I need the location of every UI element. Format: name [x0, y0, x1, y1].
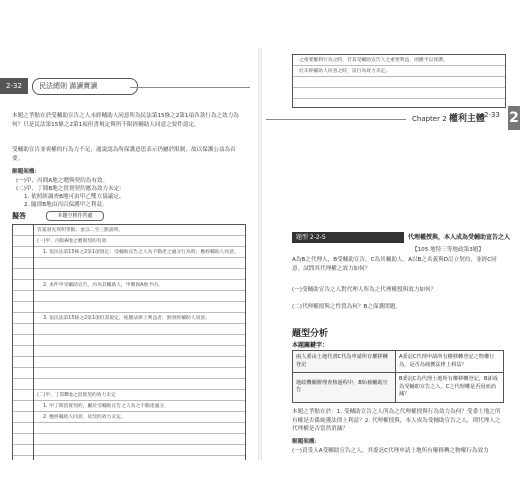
answer-item-3: 1. 依照經調查B地可由甲乙雙方協議定。 [24, 194, 125, 200]
chapter-label [412, 111, 485, 124]
topic-label: 題型 2-2-5 [292, 232, 404, 243]
header-rule [130, 87, 250, 88]
scratch-row: 答案須先寫明爭點，並以二至三點說明。 [37, 228, 124, 233]
analysis-keyword-label: 本題關鍵字： [292, 342, 329, 349]
scratch-row: (一)甲、丙間A地之贈與契約有效 [37, 239, 107, 244]
table-cell: 兩人委由土地代書C代為申請所有權移轉登記 [293, 351, 396, 373]
box-row: 之重要權利行為之時，若其受輔助宣告人之重要利益，則應予以保護。 [299, 58, 448, 63]
answer-item: (一)買受人A受輔助宣告之人，其委託C代理申請土地所有權移轉之物權行為效力 [292, 448, 489, 454]
table-cell: B委託C為代理土地所有權移轉登記，B卻成為受輔助宣告之人，C之代理權是否因而消滅？ [396, 373, 504, 403]
scratch-row: 3. 依民法第15條之2第1項但書規定，純獲法律上利益者，無須經輔助人同意。 [43, 316, 211, 321]
question-reference: 【105 地特三等地政第3題】 [412, 247, 484, 253]
answer-item-2: (二)甲、丁間B地之買賣契約應為效力未定： [16, 186, 125, 192]
left-page [0, 48, 258, 460]
answer-box [12, 224, 246, 460]
header-rule [266, 119, 406, 120]
answer-box-margin [13, 225, 34, 460]
table-cell: 地政機關辦理查核過程中，B始被輔助宣告 [293, 373, 396, 403]
paragraph-2: 受輔助宣告並喪權的行為力不足，通說認為所保護意思表示仍屬於限制，故以保護公益為首要。 [12, 147, 236, 162]
box-row: 於未經輔助人同意之時，該行為效力未定。 [299, 69, 391, 74]
scratch-row: 1. 依民法第15條之2第1項規定：受輔助宣告之人為不動產之處分行為時，應經輔助人同意。 [43, 250, 239, 255]
chapter-side-tab: 2 [508, 106, 520, 130]
chapter-title: 權利主體 [448, 114, 485, 124]
answer-heading: 解題架構： [292, 439, 320, 445]
scratch-label: 擬答 [12, 212, 26, 220]
scratch-row: 1. 甲丁間買賣契約，屬於受輔助宣告之人為之不動產處分， [43, 404, 170, 409]
book-spread [0, 48, 520, 460]
analysis-heading: 題型分析 [292, 329, 329, 339]
running-title: 民法總則 滿讀寶讀 [32, 78, 138, 95]
scratch-row: 2. 應經輔助人同意，故契約效力未定。 [43, 415, 126, 420]
scratch-row: (二)甲、丁間B地之買賣契約效力未定 [37, 393, 116, 398]
topic-title: 代理權授與，本人成為受輔助宣告之人 [408, 234, 511, 241]
scratch-tag: 本題空格作答處 [46, 211, 104, 221]
scratch-row: 2. 本件甲受輔助宣告，丙為其輔助人，甲贈與A地予丙。 [43, 283, 163, 288]
table-cell: A委託C代理申請所有權移轉登記之物權行為，是否為純獲法律上利益？ [396, 351, 504, 373]
question-text: A為B之代理人，B受輔助宣告，C為其輔助人。A以B之名義與D訂立契約，並經C同意。試問其代理權之效力如何？ [292, 257, 497, 272]
left-page-number: 2-32 [0, 78, 28, 94]
answer-item-4: 2. 隨即B地由丙以保護甲之利益。 [24, 202, 108, 208]
question-choice-1: (一)受輔助宣告之人對代理人所為之代理權授與效力如何？ [292, 287, 437, 293]
issue-paragraph: 本題之爭點在於：1. 受輔助宣告之人所為之代理權授與行為效力為何？受委土地之所有權是否係純獲法律上利益？2. 代理權授與，本人成為受輔助宣告之人，則代理人之代理權是否當然消滅？ [292, 409, 501, 432]
question-paragraph: 本題之爭點在於受輔助宣告之人未經輔助人同意所為民法第15條之2第1項各款行為之效力為何？只是民法第15條之2第1項但書規定與所不限經輔助人同意之要件認定。 [12, 113, 239, 128]
right-page [262, 48, 520, 460]
table-row [293, 351, 504, 373]
right-page-number: 2-33 [484, 111, 500, 119]
table-row [293, 373, 504, 403]
continued-answer-box [292, 54, 506, 108]
question-choice-2: (二)代理權授與之性質為何？B之保護問題。 [292, 304, 401, 310]
chapter-number: Chapter 2 [412, 115, 447, 123]
keyword-table [292, 350, 504, 403]
answer-heading: 解題架構： [12, 169, 40, 175]
answer-item-1: (一)甲、丙間A地之贈與契約為有效。 [16, 178, 109, 184]
